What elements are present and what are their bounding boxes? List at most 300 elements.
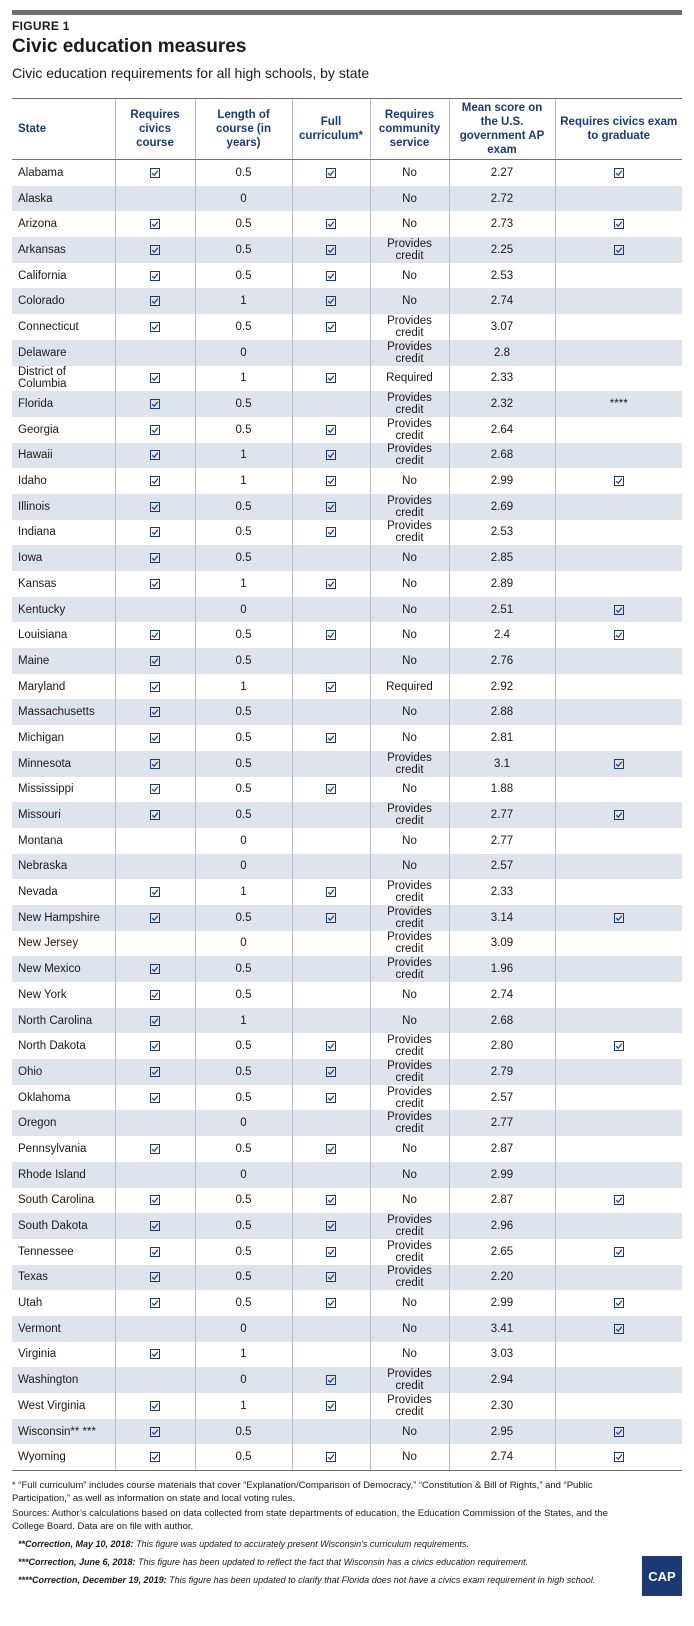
checkbox-icon	[150, 1271, 160, 1283]
checkbox-icon	[326, 578, 336, 590]
header-ap-score: Mean score on the U.S. government AP exam	[449, 99, 555, 160]
state-name: Nebraska	[12, 854, 115, 880]
civics-course-cell	[115, 622, 195, 648]
ap-score-cell: 2.74	[449, 288, 555, 314]
civics-exam-cell	[555, 160, 682, 186]
full-curriculum-cell	[292, 1110, 370, 1136]
civics-course-cell	[115, 391, 195, 417]
checkbox-icon	[326, 321, 336, 333]
community-service-cell: No	[370, 648, 449, 674]
state-name: Tennessee	[18, 1245, 74, 1258]
community-service-cell: No	[370, 1188, 449, 1214]
ap-score-cell: 2.89	[449, 571, 555, 597]
ap-score-cell: 2.33	[449, 366, 555, 392]
course-length-cell: 1	[195, 1008, 292, 1034]
full-curriculum-cell	[292, 1367, 370, 1393]
checkbox-icon	[326, 1143, 336, 1155]
checkbox-icon	[150, 783, 160, 795]
course-length-cell: 0.5	[195, 1085, 292, 1111]
civics-exam-cell	[555, 211, 682, 237]
table-row	[12, 391, 682, 417]
state-name: Texas	[12, 1265, 115, 1291]
checkbox-icon	[150, 809, 160, 821]
civics-exam-cell	[555, 1136, 682, 1162]
civics-course-cell	[115, 1033, 195, 1059]
checkbox-icon	[150, 372, 160, 384]
table-row	[12, 1239, 682, 1265]
correction-text: This figure was updated to accurately present Wisconsin’s curriculum requirements.	[133, 1539, 469, 1549]
civics-exam-cell	[555, 1110, 682, 1136]
civics-exam-cell	[555, 828, 682, 854]
community-service-cell: Provides credit	[370, 956, 449, 982]
table-row	[12, 982, 682, 1008]
civics-exam-cell	[555, 777, 682, 803]
civics-exam-cell	[555, 1444, 682, 1470]
state-name: Florida	[12, 391, 115, 417]
civics-course-cell	[115, 314, 195, 340]
state-name: New Hampshire	[12, 905, 115, 931]
civics-course-cell	[115, 1110, 195, 1136]
table-row	[12, 1393, 682, 1419]
civics-exam-cell	[555, 1239, 682, 1265]
table-row	[12, 494, 682, 520]
state-name: New Jersey	[18, 937, 79, 950]
checkbox-icon	[150, 321, 160, 333]
footnote-full-curriculum: * “Full curriculum” includes course materials that cover “Explanation/Comparison of Democracy,” “Constitution & Bill of Rights,” and “Public Participation,” as well as information on state and local voting rules.	[12, 1480, 593, 1504]
full-curriculum-cell	[292, 314, 370, 340]
civics-course-cell	[115, 1290, 195, 1316]
ap-score-cell: 2.80	[449, 1033, 555, 1059]
ap-score-cell: 2.68	[449, 443, 555, 469]
ap-score-cell: 2.99	[449, 1290, 555, 1316]
community-service-cell: Provides credit	[370, 879, 449, 905]
state-name: Connecticut	[18, 320, 79, 333]
civics-course-cell	[115, 1136, 195, 1162]
course-length-cell: 0	[195, 597, 292, 623]
full-curriculum-cell	[292, 1290, 370, 1316]
ap-score-cell: 2.99	[449, 468, 555, 494]
checkbox-icon	[150, 912, 160, 924]
community-service-cell: Provides credit	[370, 802, 449, 828]
community-service-cell: No	[370, 777, 449, 803]
course-length-cell: 1	[195, 288, 292, 314]
full-curriculum-cell	[292, 1136, 370, 1162]
course-length-cell: 0.5	[195, 725, 292, 751]
civics-course-cell	[115, 597, 195, 623]
state-name: South Carolina	[18, 1194, 95, 1207]
civics-exam-cell	[555, 1033, 682, 1059]
community-service-cell: Provides credit	[370, 1033, 449, 1059]
community-service-cell: Provides credit	[370, 1393, 449, 1419]
checkbox-icon	[326, 1066, 336, 1078]
state-name: Arizona	[18, 218, 57, 231]
full-curriculum-cell	[292, 571, 370, 597]
civics-course-cell	[115, 1367, 195, 1393]
community-service-cell: No	[370, 1316, 449, 1342]
civics-course-cell	[115, 340, 195, 366]
checkbox-icon	[150, 1400, 160, 1412]
checkbox-icon	[150, 1297, 160, 1309]
civics-course-cell	[115, 725, 195, 751]
civics-course-cell	[115, 494, 195, 520]
checkbox-icon	[150, 629, 160, 641]
civics-exam-cell	[555, 905, 682, 931]
course-length-cell: 0.5	[195, 802, 292, 828]
table-row	[12, 854, 682, 880]
course-length-cell: 0.5	[195, 520, 292, 546]
community-service-cell: Provides credit	[370, 751, 449, 777]
state-name: California	[18, 269, 67, 282]
civics-exam-cell	[555, 622, 682, 648]
state-name: Nevada	[18, 886, 58, 899]
civics-course-cell	[115, 1188, 195, 1214]
ap-score-cell: 3.03	[449, 1342, 555, 1368]
community-service-cell: No	[370, 1008, 449, 1034]
ap-score-cell: 2.73	[449, 211, 555, 237]
checkbox-icon	[326, 886, 336, 898]
table-row	[12, 237, 682, 263]
civics-exam-cell	[555, 1265, 682, 1291]
full-curriculum-cell	[292, 982, 370, 1008]
correction-note	[18, 1538, 648, 1551]
civics-exam-cell	[555, 1393, 682, 1419]
community-service-cell: Provides credit	[370, 340, 449, 366]
checkbox-icon	[614, 167, 624, 179]
header-civics-exam: Requires civics exam to graduate	[555, 99, 682, 160]
civics-exam-cell	[555, 1213, 682, 1239]
civics-course-cell	[115, 879, 195, 905]
state-name: Maine	[12, 648, 115, 674]
state-name: New Mexico	[12, 956, 115, 982]
table-row	[12, 725, 682, 751]
civics-exam-cell	[555, 340, 682, 366]
civics-exam-cell	[555, 314, 682, 340]
checkbox-icon	[614, 244, 624, 256]
community-service-cell: No	[370, 571, 449, 597]
civics-course-cell	[115, 1419, 195, 1445]
header-civics-course: Requires civics course	[115, 99, 195, 160]
state-name: Pennsylvania	[18, 1142, 87, 1155]
full-curriculum-cell	[292, 237, 370, 263]
checkbox-icon	[614, 1451, 624, 1463]
checkbox-icon	[326, 1297, 336, 1309]
civics-exam-cell	[555, 443, 682, 469]
checkbox-icon	[614, 1426, 624, 1438]
community-service-cell: Provides credit	[370, 1085, 449, 1111]
table-row	[12, 1290, 682, 1316]
cap-logo: CAP	[642, 1556, 682, 1596]
table-row	[12, 1033, 682, 1059]
civics-course-cell	[115, 1316, 195, 1342]
community-service-cell: No	[370, 545, 449, 571]
civics-course-cell	[115, 1239, 195, 1265]
civics-exam-cell	[555, 1367, 682, 1393]
course-length-cell: 0.5	[195, 1213, 292, 1239]
state-name: Illinois	[12, 494, 115, 520]
checkbox-icon	[150, 449, 160, 461]
civics-course-cell	[115, 288, 195, 314]
course-length-cell: 0.5	[195, 1136, 292, 1162]
state-name: Virginia	[18, 1348, 57, 1361]
course-length-cell: 1	[195, 366, 292, 392]
state-name: Wyoming	[12, 1444, 115, 1470]
state-name: Alabama	[18, 166, 64, 179]
community-service-cell: Provides credit	[370, 391, 449, 417]
state-name: Colorado	[12, 288, 115, 314]
civics-exam-cell	[555, 520, 682, 546]
community-service-cell: Provides credit	[370, 494, 449, 520]
checkbox-icon	[614, 809, 624, 821]
correction-note	[18, 1574, 648, 1587]
table-row	[12, 1342, 682, 1368]
course-length-cell: 0	[195, 854, 292, 880]
checkbox-icon	[150, 1143, 160, 1155]
ap-score-cell: 2.88	[449, 699, 555, 725]
ap-score-cell: 2.69	[449, 494, 555, 520]
state-name: Maryland	[18, 680, 66, 693]
course-length-cell: 0.5	[195, 417, 292, 443]
civics-exam-cell	[555, 1008, 682, 1034]
table-header-row	[12, 99, 682, 160]
course-length-cell: 0	[195, 1316, 292, 1342]
full-curriculum-cell	[292, 391, 370, 417]
checkbox-icon	[326, 449, 336, 461]
checkbox-icon	[150, 1220, 160, 1232]
course-length-cell: 0.5	[195, 545, 292, 571]
checkbox-icon	[326, 1194, 336, 1206]
civics-course-cell	[115, 828, 195, 854]
civics-course-cell	[115, 854, 195, 880]
checkbox-icon	[150, 1451, 160, 1463]
ap-score-cell: 2.4	[449, 622, 555, 648]
state-name: Kansas	[18, 577, 57, 590]
table-row	[12, 443, 682, 469]
course-length-cell: 0	[195, 931, 292, 957]
checkbox-icon	[150, 501, 160, 513]
figure-label: FIGURE 1	[12, 19, 70, 33]
community-service-cell: No	[370, 288, 449, 314]
state-name: New York	[18, 988, 67, 1001]
civics-exam-cell	[555, 237, 682, 263]
correction-label: ****Correction, December 19, 2019:	[18, 1575, 167, 1585]
state-name: Delaware	[12, 340, 115, 366]
community-service-cell: No	[370, 1444, 449, 1470]
checkbox-icon	[614, 1297, 624, 1309]
state-name: Iowa	[12, 545, 115, 571]
checkbox-icon	[150, 578, 160, 590]
table-row	[12, 956, 682, 982]
checkbox-icon	[150, 1246, 160, 1258]
checkbox-icon	[614, 912, 624, 924]
checkbox-icon	[150, 1092, 160, 1104]
course-length-cell: 0.5	[195, 699, 292, 725]
checkbox-icon	[326, 167, 336, 179]
course-length-cell: 0.5	[195, 982, 292, 1008]
full-curriculum-cell	[292, 1033, 370, 1059]
checkbox-icon	[150, 552, 160, 564]
ap-score-cell: 2.95	[449, 1419, 555, 1445]
full-curriculum-cell	[292, 186, 370, 212]
checkbox-icon	[326, 270, 336, 282]
civics-exam-cell	[555, 366, 682, 392]
course-length-cell: 1	[195, 674, 292, 700]
checkbox-icon	[326, 218, 336, 230]
full-curriculum-cell	[292, 1239, 370, 1265]
table-row	[12, 648, 682, 674]
table-row	[12, 751, 682, 777]
civics-exam-cell	[555, 186, 682, 212]
course-length-cell: 0	[195, 1367, 292, 1393]
state-name: Louisiana	[18, 629, 68, 642]
civics-course-cell	[115, 263, 195, 289]
checkbox-icon	[614, 1040, 624, 1052]
checkbox-icon	[150, 989, 160, 1001]
full-curriculum-cell	[292, 1188, 370, 1214]
ap-score-cell: 2.8	[449, 340, 555, 366]
course-length-cell: 0	[195, 1110, 292, 1136]
community-service-cell: Provides credit	[370, 1367, 449, 1393]
table-row	[12, 1419, 682, 1445]
header-full-curriculum: Full curriculum*	[292, 99, 370, 160]
ap-score-cell: 2.57	[449, 1085, 555, 1111]
community-service-cell: No	[370, 1290, 449, 1316]
civics-exam-cell	[555, 263, 682, 289]
civics-course-cell	[115, 571, 195, 597]
checkbox-icon	[614, 758, 624, 770]
full-curriculum-cell	[292, 699, 370, 725]
community-service-cell: No	[370, 186, 449, 212]
checkbox-icon	[150, 758, 160, 770]
checkbox-icon	[150, 963, 160, 975]
checkbox-icon	[150, 886, 160, 898]
course-length-cell: 0	[195, 828, 292, 854]
civics-exam-cell	[555, 1290, 682, 1316]
state-name: Massachusetts	[12, 699, 115, 725]
civics-course-cell	[115, 160, 195, 186]
table-row	[12, 1444, 682, 1470]
full-curriculum-cell	[292, 1162, 370, 1188]
state-name: Arkansas	[12, 237, 115, 263]
community-service-cell: No	[370, 468, 449, 494]
table-row	[12, 520, 682, 546]
course-length-cell: 0.5	[195, 1290, 292, 1316]
full-curriculum-cell	[292, 956, 370, 982]
table-row	[12, 314, 682, 340]
civics-exam-cell	[555, 725, 682, 751]
checkbox-icon	[614, 1246, 624, 1258]
community-service-cell: Provides credit	[370, 520, 449, 546]
state-name: Oklahoma	[18, 1091, 71, 1104]
checkbox-icon	[614, 1194, 624, 1206]
checkbox-icon	[150, 706, 160, 718]
ap-score-cell: 2.74	[449, 982, 555, 1008]
civics-exam-cell	[555, 468, 682, 494]
full-curriculum-cell	[292, 417, 370, 443]
civics-course-cell	[115, 777, 195, 803]
civics-course-cell	[115, 186, 195, 212]
course-length-cell: 0	[195, 186, 292, 212]
table-row	[12, 905, 682, 931]
table-row	[12, 802, 682, 828]
civics-exam-cell	[555, 1059, 682, 1085]
civics-exam-cell	[555, 751, 682, 777]
table-row	[12, 699, 682, 725]
state-name: Georgia	[18, 423, 59, 436]
checkbox-icon	[150, 1015, 160, 1027]
correction-label: **Correction, May 10, 2018:	[18, 1539, 134, 1549]
civics-table	[12, 98, 682, 1471]
ap-score-cell: 2.77	[449, 802, 555, 828]
checkbox-icon	[150, 218, 160, 230]
full-curriculum-cell	[292, 1342, 370, 1368]
civics-course-cell	[115, 1213, 195, 1239]
civics-course-cell	[115, 1162, 195, 1188]
ap-score-cell: 1.88	[449, 777, 555, 803]
course-length-cell: 0.5	[195, 494, 292, 520]
ap-score-cell: 3.1	[449, 751, 555, 777]
community-service-cell: Provides credit	[370, 443, 449, 469]
civics-course-cell	[115, 1342, 195, 1368]
community-service-cell: Provides credit	[370, 905, 449, 931]
ap-score-cell: 2.64	[449, 417, 555, 443]
table-row	[12, 1110, 682, 1136]
full-curriculum-cell	[292, 622, 370, 648]
table-row	[12, 545, 682, 571]
table-row	[12, 828, 682, 854]
checkbox-icon	[150, 1348, 160, 1360]
course-length-cell: 0.5	[195, 1239, 292, 1265]
checkbox-icon	[150, 681, 160, 693]
header-course-length: Length of course (in years)	[195, 99, 292, 160]
community-service-cell: Provides credit	[370, 1239, 449, 1265]
checkbox-icon	[150, 398, 160, 410]
civics-course-cell	[115, 237, 195, 263]
table-row	[12, 1213, 682, 1239]
table-row	[12, 468, 682, 494]
checkbox-icon	[326, 501, 336, 513]
checkbox-icon	[326, 1220, 336, 1232]
course-length-cell: 0.5	[195, 211, 292, 237]
course-length-cell: 1	[195, 1342, 292, 1368]
civics-exam-cell	[555, 597, 682, 623]
checkbox-icon	[326, 372, 336, 384]
state-name: Kentucky	[12, 597, 115, 623]
community-service-cell: No	[370, 982, 449, 1008]
table-row	[12, 366, 682, 392]
table-row	[12, 211, 682, 237]
full-curriculum-cell	[292, 494, 370, 520]
checkbox-icon	[326, 244, 336, 256]
civics-course-cell	[115, 1085, 195, 1111]
civics-course-cell	[115, 699, 195, 725]
full-curriculum-cell	[292, 1393, 370, 1419]
ap-score-cell: 2.79	[449, 1059, 555, 1085]
community-service-cell: No	[370, 725, 449, 751]
ap-score-cell: 2.25	[449, 237, 555, 263]
ap-score-cell: 2.92	[449, 674, 555, 700]
civics-course-cell	[115, 545, 195, 571]
checkbox-icon	[150, 1040, 160, 1052]
full-curriculum-cell	[292, 828, 370, 854]
state-name: Montana	[18, 834, 63, 847]
civics-exam-cell	[555, 879, 682, 905]
table-row	[12, 777, 682, 803]
full-curriculum-cell	[292, 1265, 370, 1291]
state-name: North Carolina	[12, 1008, 115, 1034]
table-row	[12, 160, 682, 186]
full-curriculum-cell	[292, 1008, 370, 1034]
course-length-cell: 0.5	[195, 391, 292, 417]
